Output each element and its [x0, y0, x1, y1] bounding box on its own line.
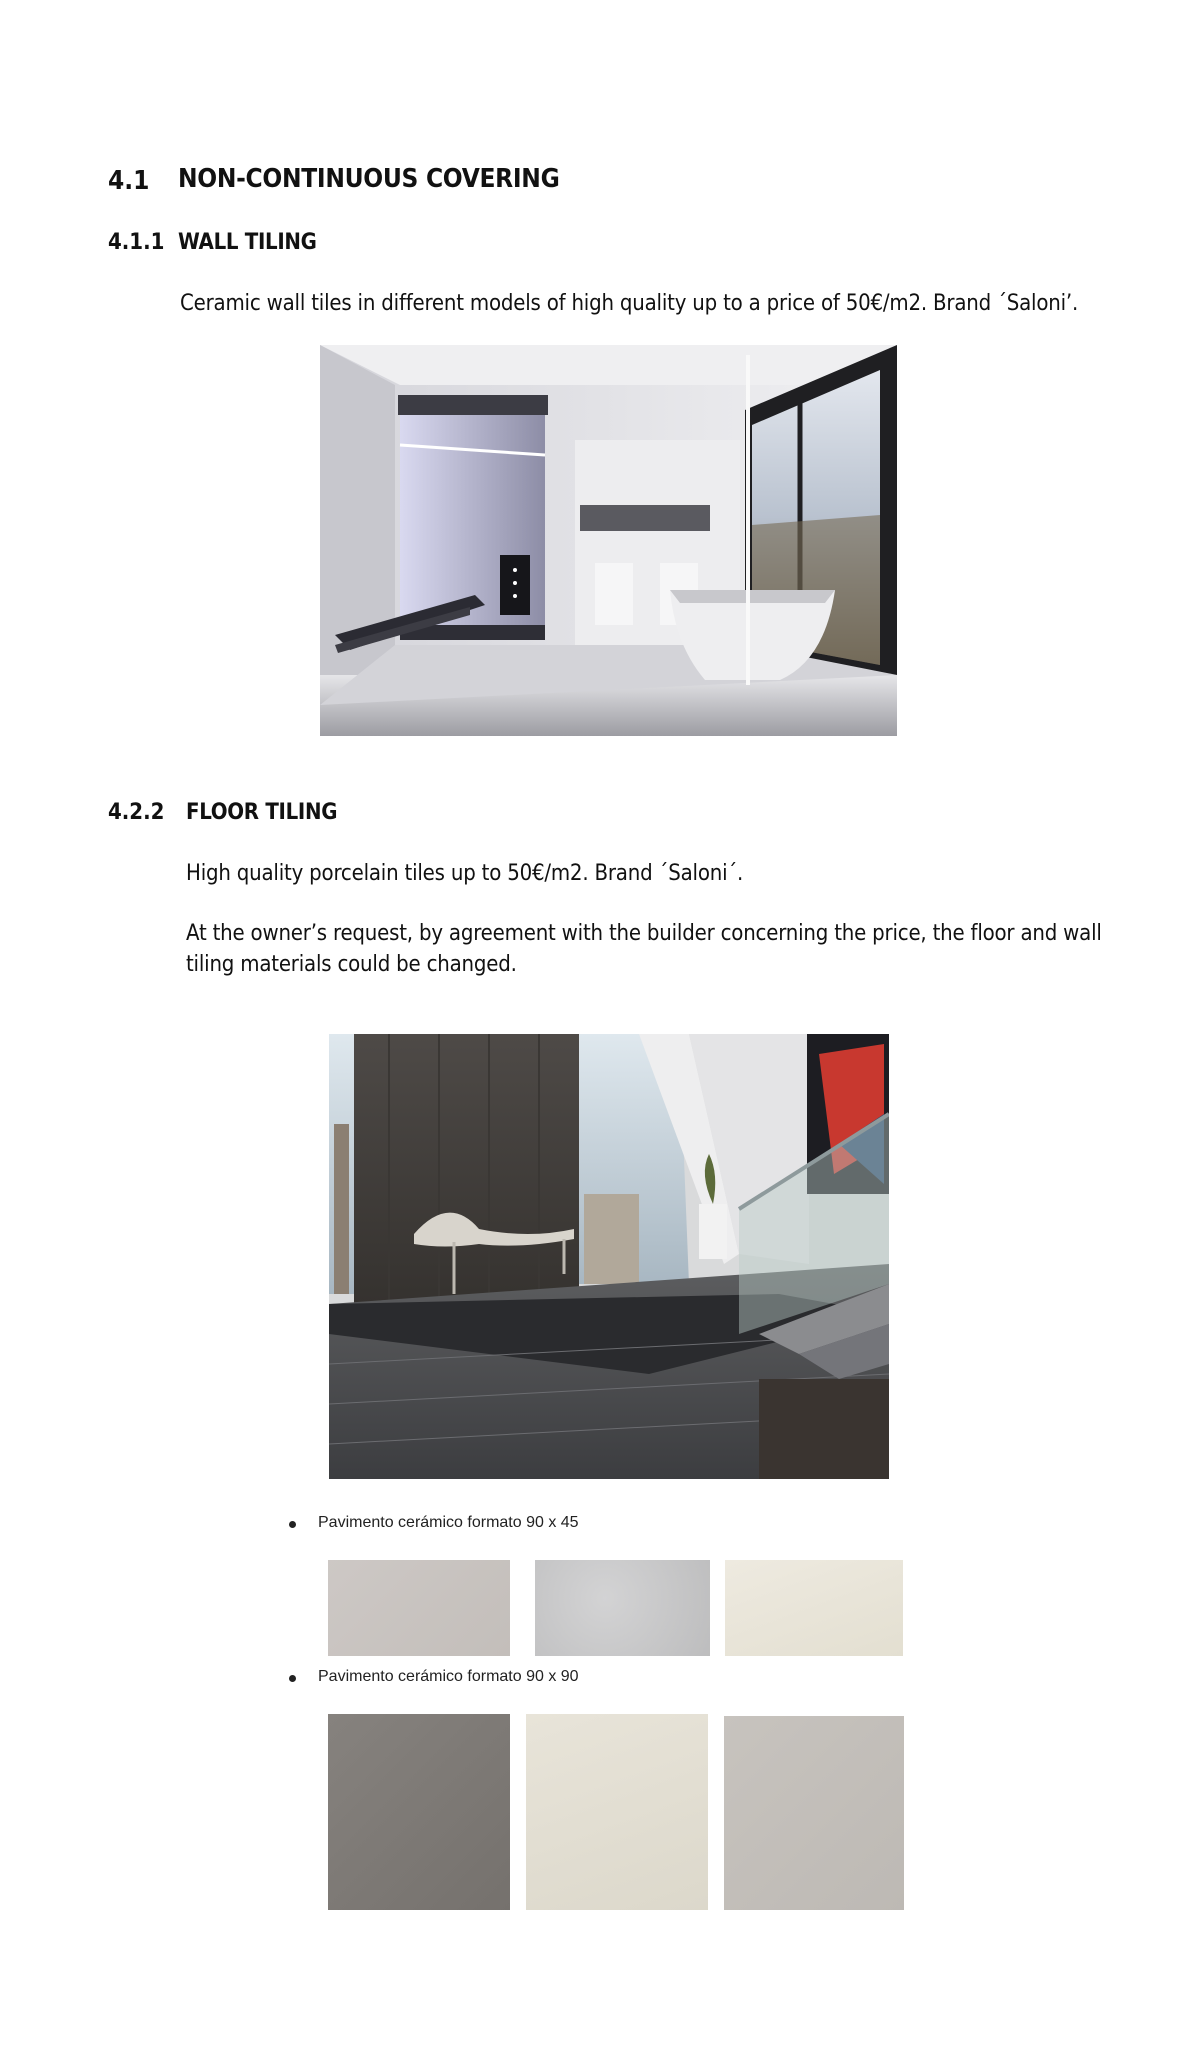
- tile-sample-90x45-2: [535, 1560, 710, 1656]
- sample-label-90x45: Pavimento cerámico formato 90 x 45: [318, 1514, 579, 1531]
- floor-tiling-number: 4.2.2: [108, 800, 165, 825]
- bullet-dot: [289, 1675, 296, 1682]
- wall-tiling-number: 4.1.1: [108, 230, 165, 255]
- floor-tiling-description: High quality porcelain tiles up to 50€/m2. Brand ´Saloni´.: [186, 861, 744, 886]
- sample-label-90x90: Pavimento cerámico formato 90 x 90: [318, 1668, 579, 1685]
- tile-sample-90x45-1: [328, 1560, 510, 1656]
- tile-sample-90x90-2: [526, 1714, 708, 1910]
- tile-sample-90x45-3: [725, 1560, 903, 1656]
- wall-tiling-description: Ceramic wall tiles in different models of high quality up to a price of 50€/m2. Brand ´Saloni’.: [180, 291, 1079, 316]
- bullet-dot: [289, 1521, 296, 1528]
- floor-tiling-note: At the owner’s request, by agreement with the builder concerning the price, the floor and wall tiling materials could be changed.: [186, 921, 1102, 977]
- bathroom-photo: [320, 345, 897, 736]
- section-number: 4.1: [108, 166, 150, 196]
- section-title: NON-CONTINUOUS COVERING: [178, 164, 560, 194]
- floor-tiling-title: FLOOR TILING: [186, 800, 338, 825]
- lobby-photo: [329, 1034, 889, 1479]
- tile-sample-90x90-3: [724, 1716, 904, 1910]
- tile-sample-90x90-1: [328, 1714, 510, 1910]
- wall-tiling-title: WALL TILING: [178, 230, 317, 255]
